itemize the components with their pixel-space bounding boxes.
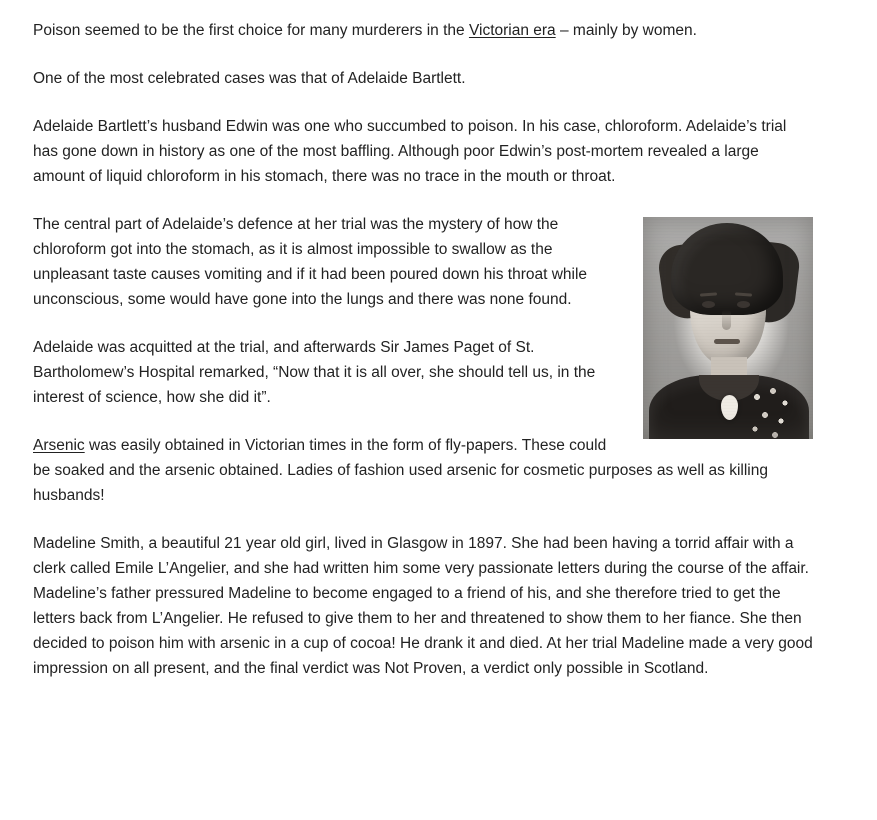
paragraph-1-text-after: – mainly by women. (555, 22, 697, 39)
portrait-image (643, 217, 813, 439)
victorian-era-link[interactable]: Victorian era (468, 22, 556, 39)
paragraph-7-text: Madeline Smith, a beautiful 21 year old girl, lived in Glasgow in 1897. She had been having a torrid affair with a clerk called Emile L’Angelier, and she had written him some very passionate letters during the course of the affair. Madeline’s father pressured Madeline to become engaged to a friend of his, and she therefore tried to get the letters back from L’Angelier. He refused to give them to her and threatened to show them to her fiance. She then decided to poison him with arsenic in a cup of cocoa! He drank it and died. At her trial Madeline made a very good impression on all present, and the final verdict was Not Proven, a verdict only possible in Scotland. (33, 535, 813, 677)
paragraph-1 (33, 18, 813, 43)
paragraph-3-text: Adelaide Bartlett’s husband Edwin was one who succumbed to poison. In his case, chloroform. Adelaide’s trial has gone down in history as one of the most baffling. Although poor Edwin’s post-mortem revealed a large amount of liquid chloroform in his stomach, there was no trace in the mouth or throat. (33, 118, 787, 185)
portrait-photo (643, 217, 813, 439)
paragraph-2 (33, 66, 813, 91)
paragraph-1-text-before: Poison seemed to be the first choice for many murderers in the (33, 22, 469, 39)
paragraph-6 (33, 433, 813, 508)
paragraph-2-text: One of the most celebrated cases was that of Adelaide Bartlett. (33, 70, 466, 87)
paragraph-4-text: The central part of Adelaide’s defence at her trial was the mystery of how the chloroform got into the stomach, as it is almost impossible to swallow as the unpleasant taste causes vomiting and if it had been poured down his throat while unconscious, some would have gone into the lungs and there was none found. (33, 216, 588, 308)
paragraph-6-text: was easily obtained in Victorian times in the form of fly-papers. These could be soaked and the arsenic obtained. Ladies of fashion used arsenic for cosmetic purposes as well as killing husbands! (33, 437, 768, 504)
paragraph-3 (33, 114, 813, 189)
arsenic-link[interactable]: Arsenic (33, 437, 85, 454)
paragraph-5-text: Adelaide was acquitted at the trial, and afterwards Sir James Paget of St. Bartholomew’s Hospital remarked, “Now that it is all over, she should tell us, in the interest of science, how she did it”. (33, 339, 596, 406)
portrait-vignette (643, 217, 813, 439)
article-body (33, 18, 813, 681)
paragraph-7 (33, 531, 813, 681)
